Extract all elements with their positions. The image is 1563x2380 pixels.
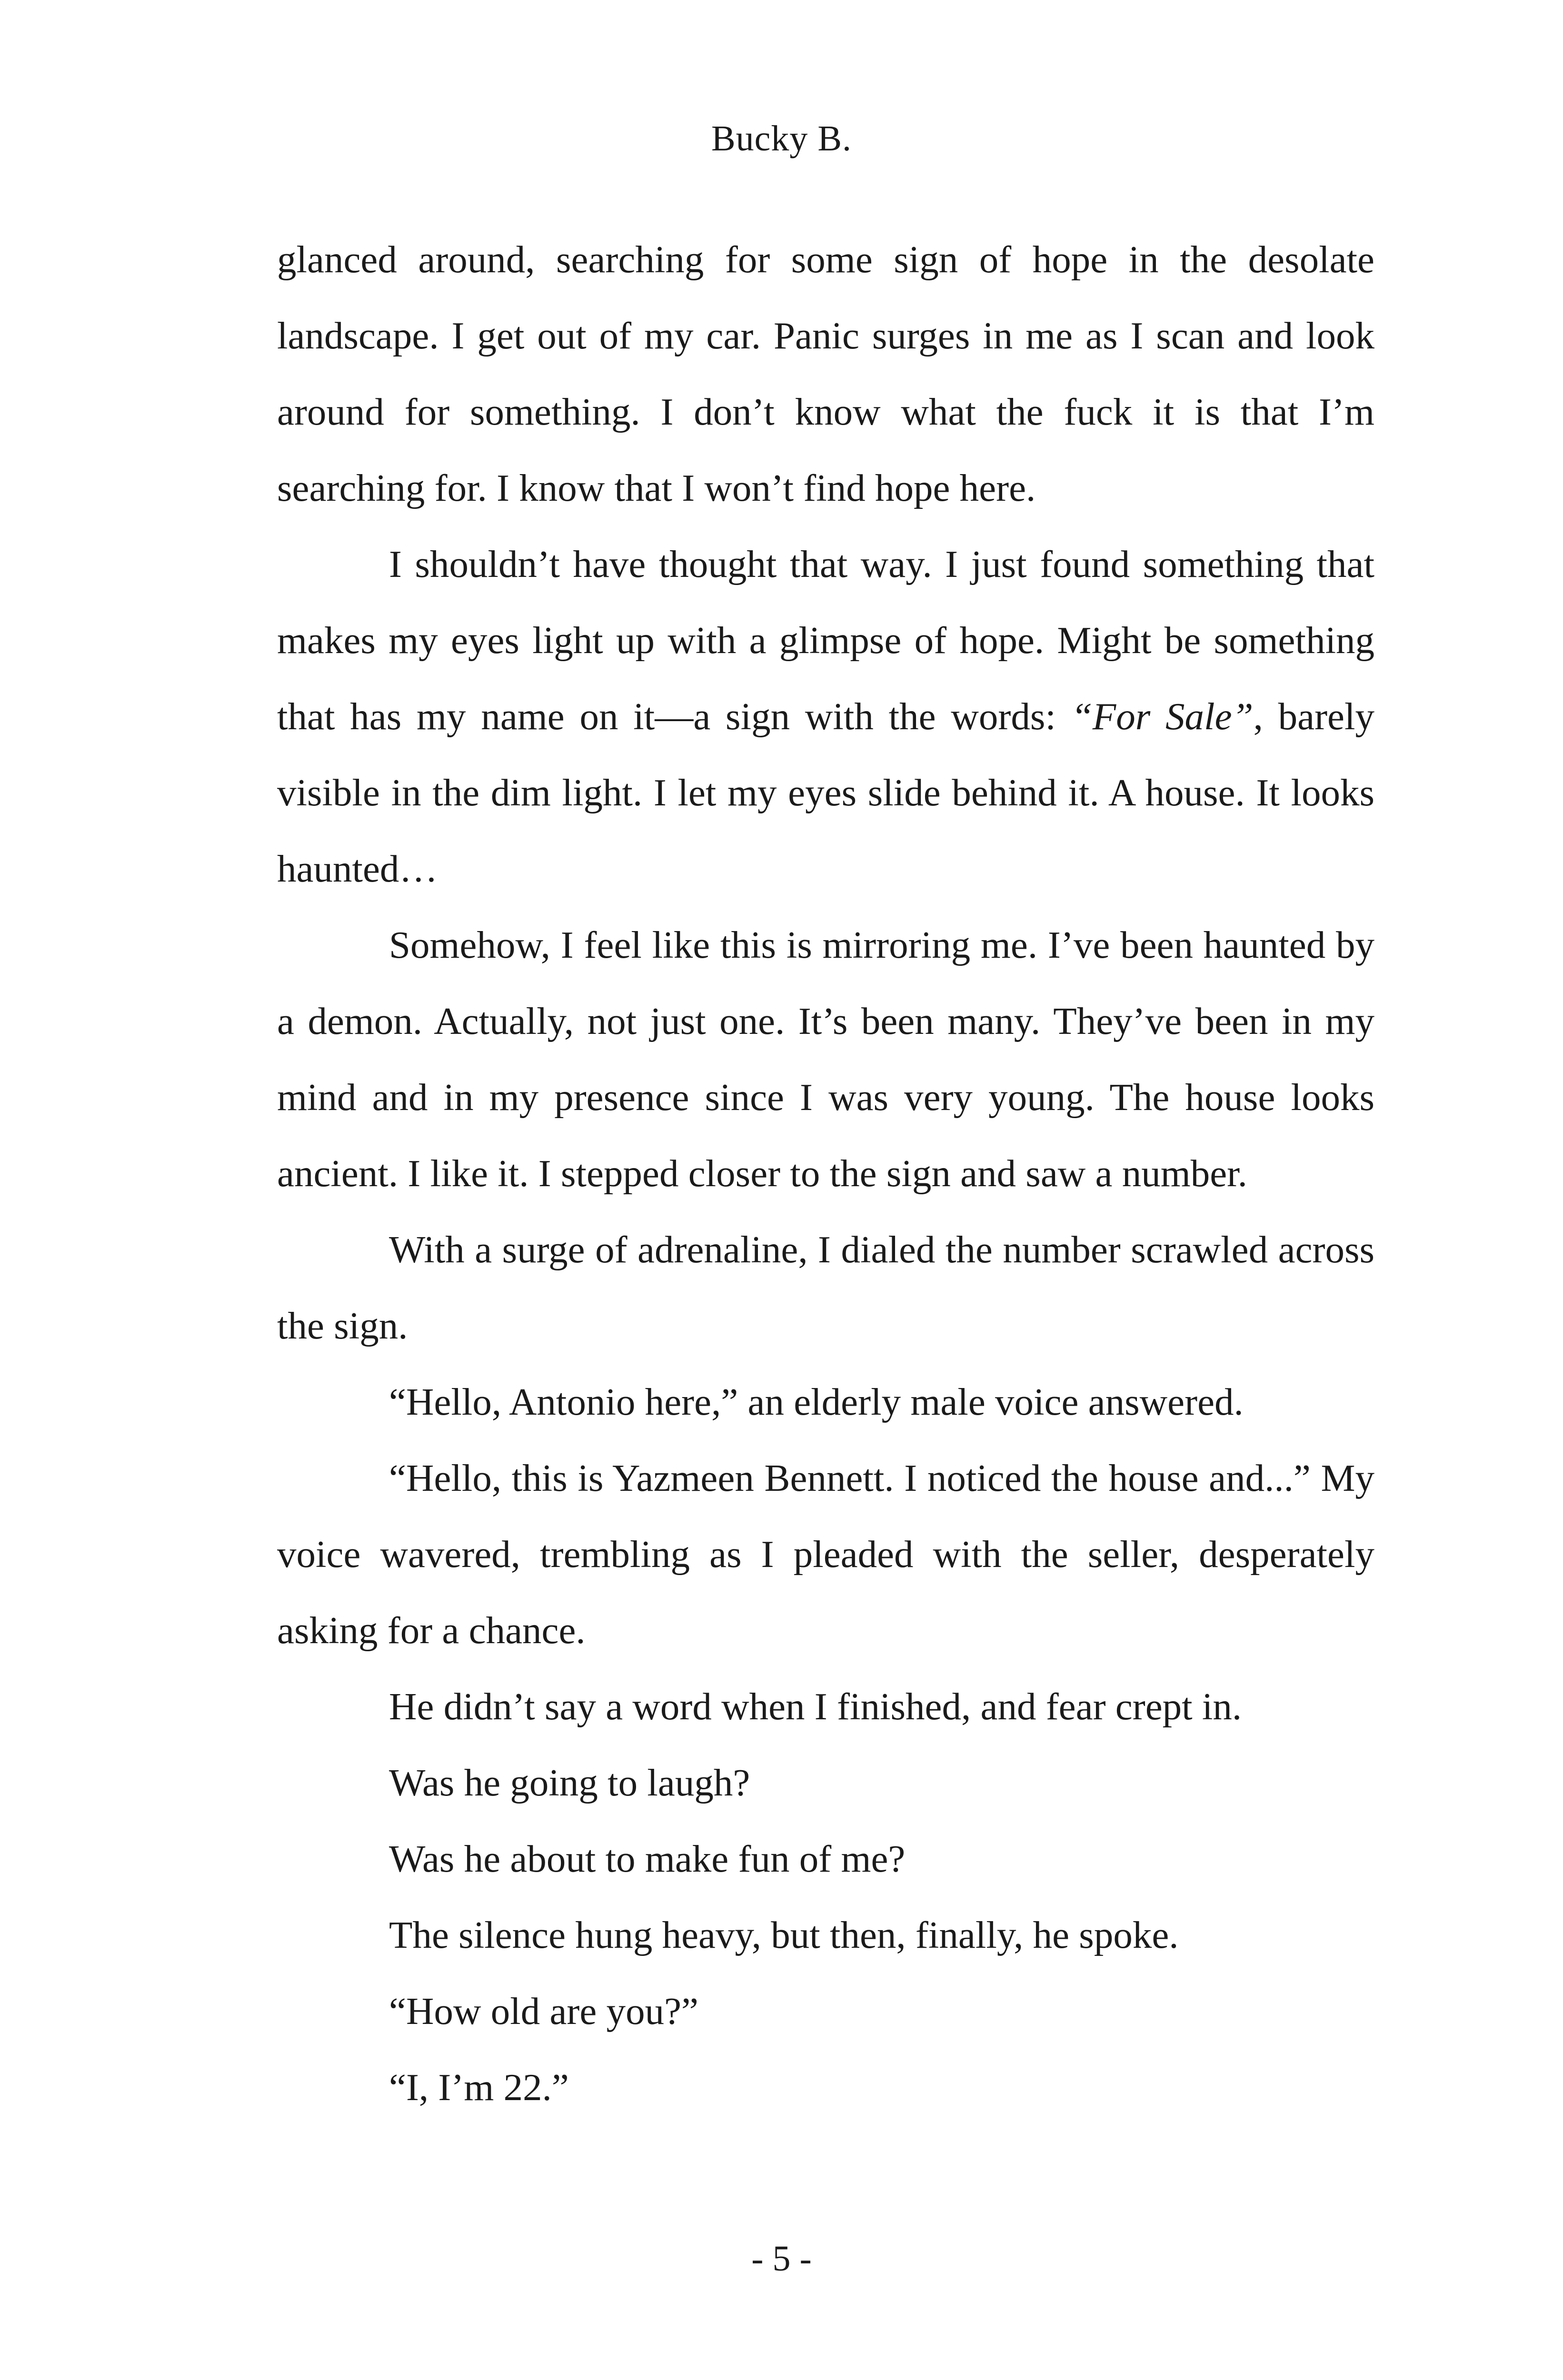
question-laugh: Was he going to laugh? [389,1761,750,1804]
dialogue-antonio: “Hello, Antonio here,” an elderly male voice answered. [389,1380,1244,1423]
paragraph-spoke: The silence hung heavy, but then, finally, he spoke. [389,1914,1179,1956]
paragraph-sign-text: I shouldn’t have thought that way. I just found something that makes my eyes light up with a glimpse of hope. Might be something that has my name on it—a sign with the words: [277,543,1374,738]
dialogue-how-old: “How old are you?” [389,1990,698,2033]
paragraph-sign [277,526,1374,907]
paragraph-silence: He didn’t say a word when I finished, and fear crept in. [389,1685,1242,1728]
dialogue-yazmeen: “Hello, this is Yazmeen Bennett. I noticed the house and...” My voice wavered, trembling as I pleaded with the seller, desperately asking for a chance. [277,1457,1374,1652]
paragraph-sign-continued: , barely visible in the dim light. I let my eyes slide behind it. A house. It looks haunted… [277,695,1375,890]
question-fun: Was he about to make fun of me? [389,1837,906,1880]
body-text [277,221,1374,2125]
paragraph-mirroring: Somehow, I feel like this is mirroring me. I’ve been haunted by a demon. Actually, not just one. It’s been many. They’ve been in my mind and in my presence since I was very young. The house looks ancient. I like it. I stepped closer to the sign and saw a number. [277,923,1374,1195]
running-head: Bucky B. [711,119,852,159]
for-sale-quote: “For Sale” [1071,695,1254,738]
paragraph-continued: glanced around, searching for some sign of hope in the desolate landscape. I get out of my car. Panic surges in me as I scan and look around for something. I don’t know what the fuck it is that I’m searching for. I know that I won’t find hope here. [277,238,1374,509]
dialogue-age: “I, I’m 22.” [389,2066,569,2109]
page-number: - 5 - [751,2239,812,2279]
paragraph-dialed: With a surge of adrenaline, I dialed the number scrawled across the sign. [277,1228,1374,1347]
